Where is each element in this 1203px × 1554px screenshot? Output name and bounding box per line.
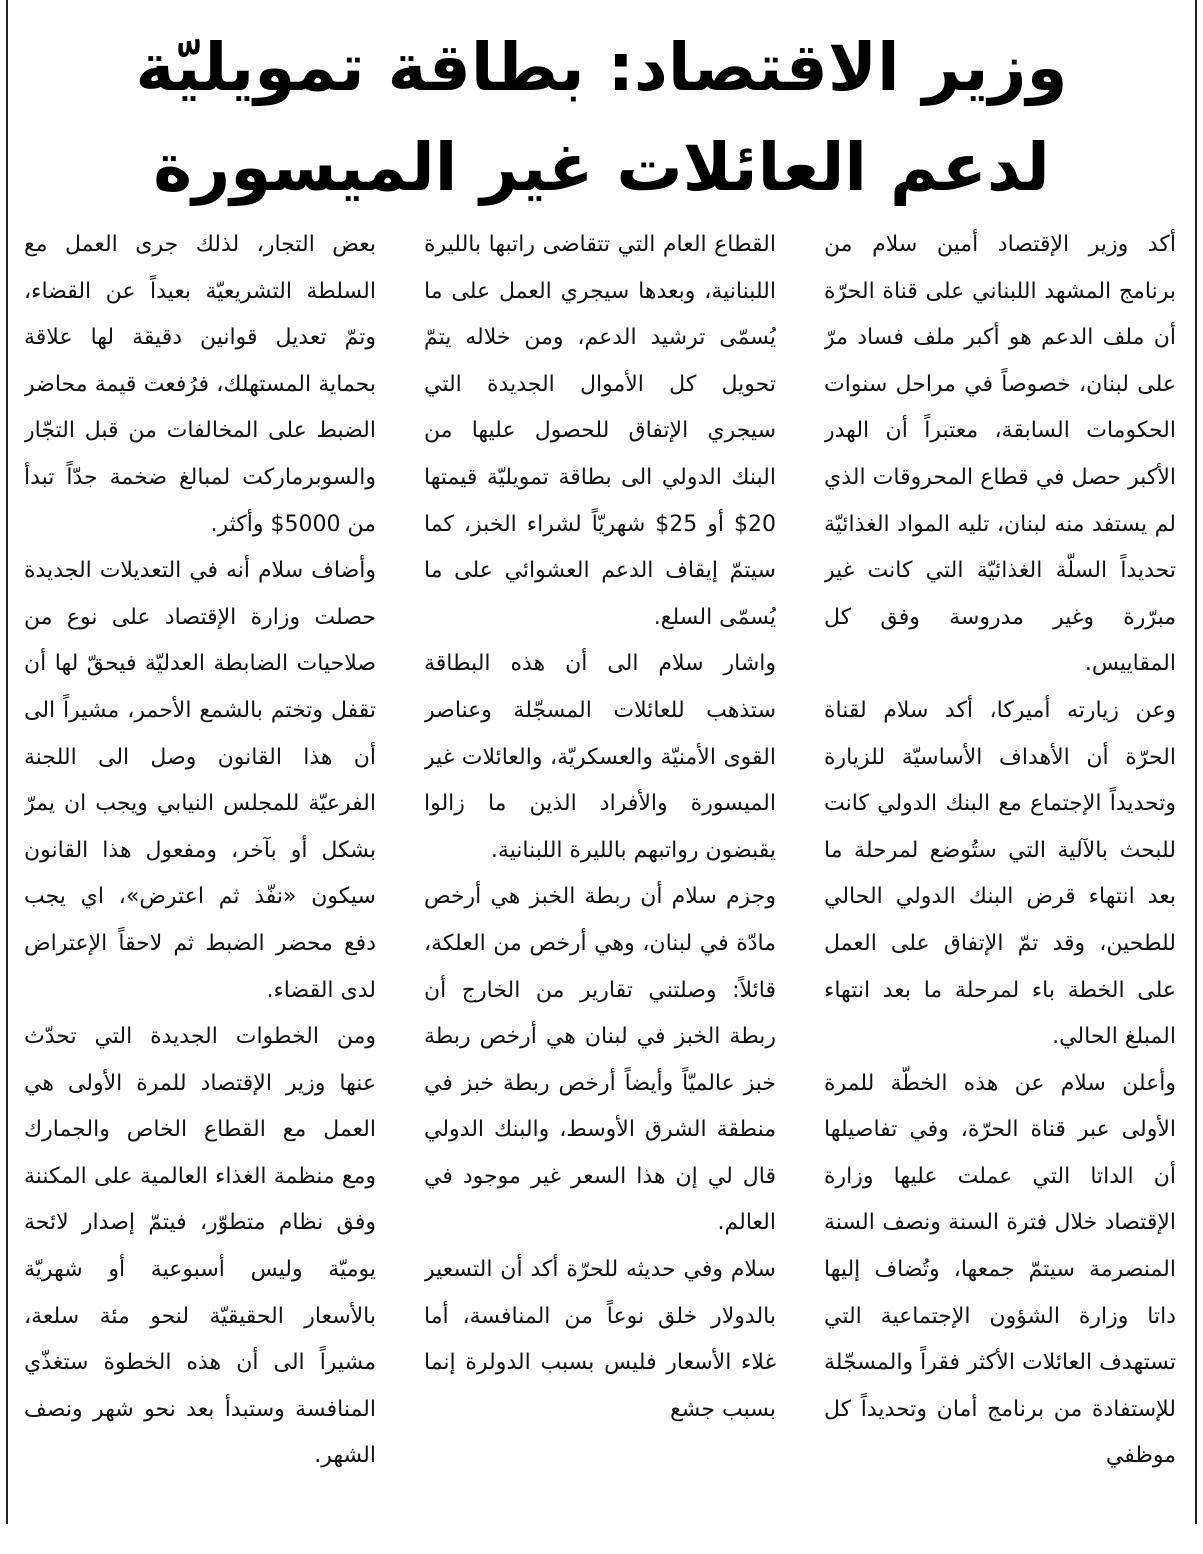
paragraph: وأعلن سلام عن هذه الخطّة للمرة الأولى عبر قناة الحرّة، وفي تفاصيلها أن الداتا التي عملت عليها وزارة الإقتصاد خلال فترة السنة ونصف السنة المنصرمة سيتمّ جمعها، وتُضاف إليها داتا وزارة الشؤون الإجتماعية التي تستهدف العائلات الأكثر فقراً والمسجّلة للإستفادة من برنامج أمان وتحديداً كل موظفي [824,1070,1176,1469]
paragraph: القطاع العام التي تتقاضى راتبها بالليرة اللبنانية، وبعدها سيجري العمل على ما يُسمّى ترشيد الدعم، ومن خلاله يتمّ تحويل كل الأموال الجديدة التي سيجري الإتفاق للحصول عليها من البنك الدولي الى بطاقة تمويليّة قيمتها 20$ أو 25$ شهريّاً لشراء الخبز، كما سيتمّ إيقاف الدعم العشوائي على ما يُسمّى السلع. [424,232,776,630]
page-border-left [6,0,8,1524]
paragraph: وعن زيارته أميركا، أكد سلام لقناة الحرّة أن الأهداف الأساسيّة للزيارة وتحديداً الإجتماع مع البنك الدولي كانت للبحث بالآلية التي ستُوضع لمرحلة ما بعد انتهاء قرض البنك الدولي الحالي للطحين، وقد تمّ الإتفاق على العمل على الخطة باء لمرحلة ما بعد انتهاء المبلغ الحالي. [824,697,1176,1050]
paragraph: سلام وفي حديثه للحرّة أكد أن التسعير بالدولار خلق نوعاً من المنافسة، أما غلاء الأسعار فليس بسبب الدولرة إنما بسبب جشع [424,1257,776,1422]
page-border-right [1195,0,1197,1524]
column-right [824,222,1176,1532]
paragraph: أكد وزير الإقتصاد أمين سلام من برنامج المشهد اللبناني على قناة الحرّة أن ملف الدعم هو أكبر ملف فساد مرّ على لبنان، خصوصاً في مراحل سنوات الحكومات السابقة، معتبراً أن الهدر الأكبر حصل في قطاع المحروقات الذي لم يستفد منه لبنان، تليه المواد الغذائيّة تحديداً السلّة الغذائيّة التي كانت غير مبرّرة وغير مدروسة وفق كل المقاييس. [824,232,1176,677]
article-headline [60,18,1143,218]
paragraph: ومن الخطوات الجديدة التي تحدّث عنها وزير الإقتصاد للمرة الأولى هي العمل مع القطاع الخاص والجمارك ومع منظمة الغذاء العالمية على المكننة وفق نظام متطوّر، فيتمّ إصدار لائحة يوميّة وليس أسبوعية أو شهريّة بالأسعار الحقيقيّة لنحو مئة سلعة، مشيراً الى أن هذه الخطوة ستغذّي المنافسة وستبدأ بعد نحو شهر ونصف الشهر. [24,1024,376,1469]
paragraph: بعض التجار، لذلك جرى العمل مع السلطة التشريعيّة بعيداً عن القضاء، وتمّ تعديل قوانين دقيقة لها علاقة بحماية المستهلك، فرُفعت قيمة محاضر الضبط على المخالفات من قبل التجّار والسوبرماركت لمبالغ ضخمة جدّاً تبدأ من 5000$ وأكثر. [24,232,376,537]
headline-line-2: لدعم العائلات غير الميسورة [153,129,1050,206]
paragraph: واشار سلام الى أن هذه البطاقة ستذهب للعائلات المسجّلة وعناصر القوى الأمنيّة والعسكريّة، والعائلات غير الميسورة والأفراد الذين ما زالوا يقبضون رواتبهم بالليرة اللبنانية. [424,651,776,863]
paragraph: وأضاف سلام أنه في التعديلات الجديدة حصلت وزارة الإقتصاد على نوع من صلاحيات الضابطة العدليّة فيحقّ لها أن تقفل وتختم بالشمع الأحمر، مشيراً الى أن هذا القانون وصل الى اللجنة الفرعيّة للمجلس النيابي ويجب ان يمرّ بشكل أو بآخر، ومفعول هذا القانون سيكون «نفّذ ثم اعترض»، اي يجب دفع محضر الضبط ثم لاحقاً الإعتراض لدى القضاء. [24,558,376,1003]
column-left [24,222,376,1532]
column-middle [424,222,776,1532]
headline-line-1: وزير الاقتصاد: بطاقة تمويليّة [135,29,1068,106]
paragraph: وجزم سلام أن ربطة الخبز هي أرخص مادّة في لبنان، وهي أرخص من العلكة، قائلاً: وصلتني تقارير من الخارج أن ربطة الخبز في لبنان هي أرخص ربطة خبز عالميّاً وأيضاً أرخص ربطة خبز في منطقة الشرق الأوسط، والبنك الدولي قال لي إن هذا السعر غير موجود في العالم. [424,884,776,1236]
article-body [24,222,1176,1532]
